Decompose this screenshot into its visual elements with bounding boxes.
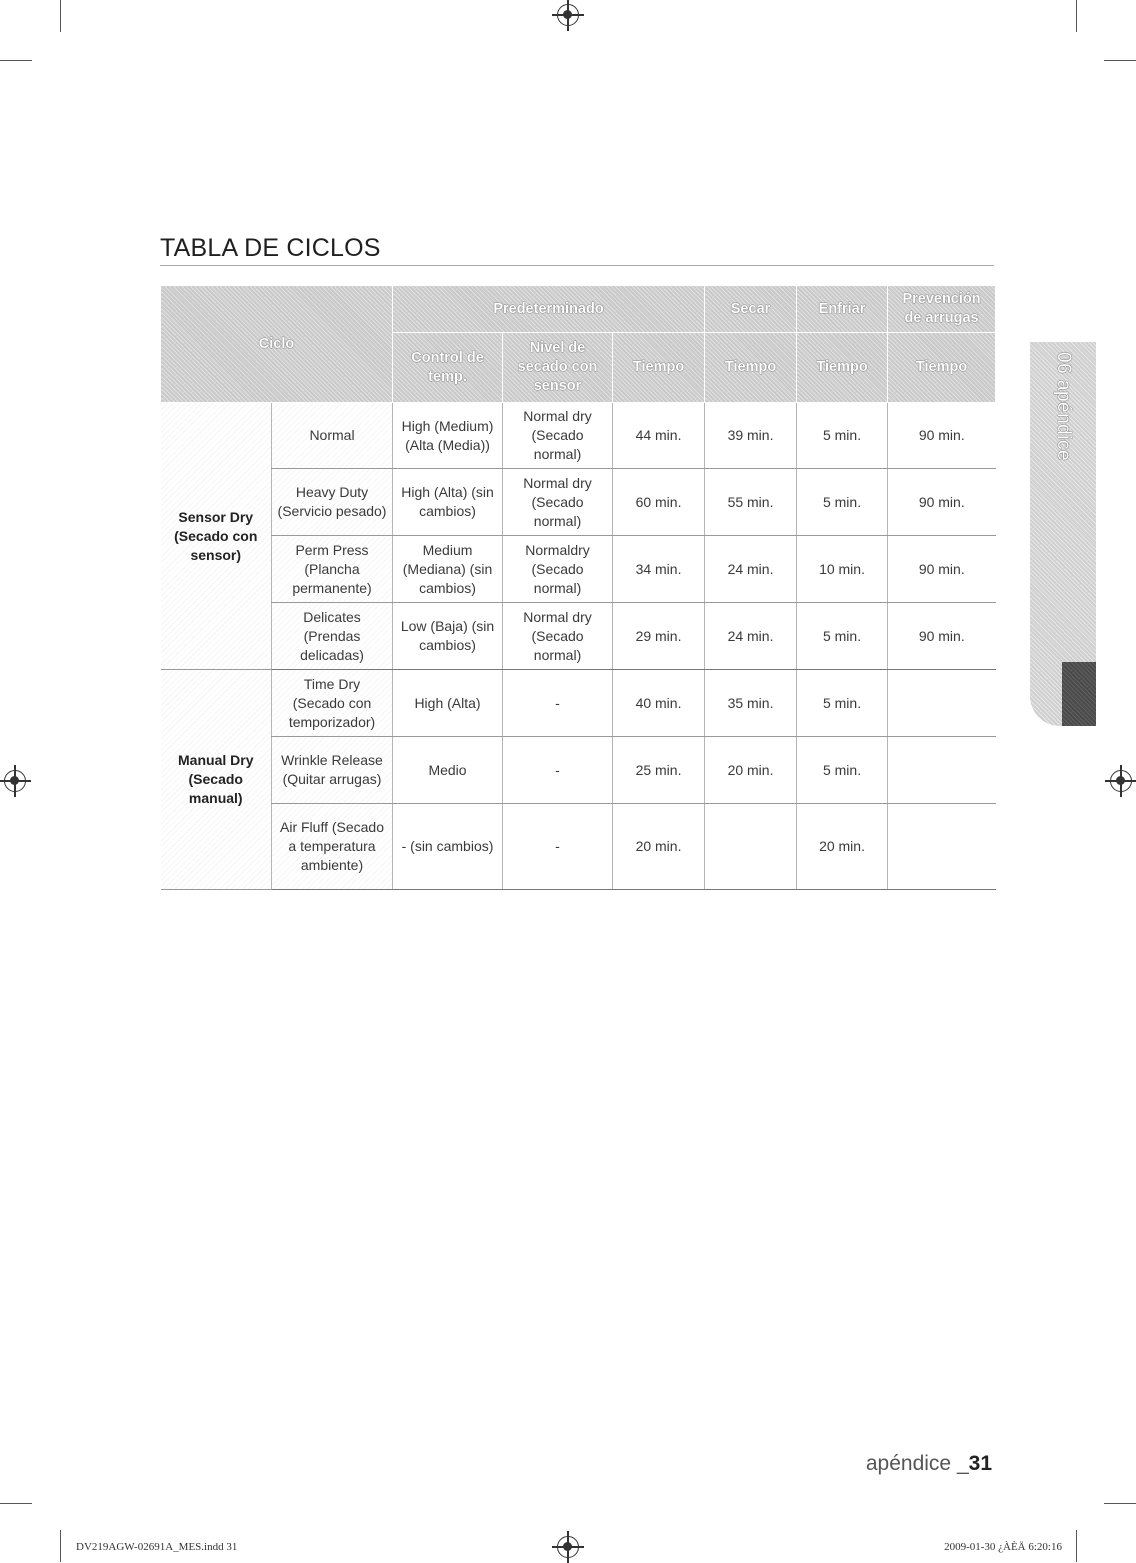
cell-enfriar: 5 min. bbox=[797, 737, 888, 804]
crop-mark bbox=[1104, 1503, 1136, 1504]
cycle-name: Wrinkle Release (Quitar arrugas) bbox=[272, 737, 393, 804]
cell-secar: 24 min. bbox=[705, 536, 797, 603]
section-tab-label: 06 apéndice bbox=[1053, 352, 1074, 462]
header-tiempo-secar: Tiempo bbox=[705, 333, 797, 403]
cell-secar: 20 min. bbox=[705, 737, 797, 804]
header-secar: Secar bbox=[705, 286, 797, 333]
header-ciclo: Ciclo bbox=[161, 286, 393, 403]
header-prevencion: Prevención de arrugas bbox=[888, 286, 996, 333]
cell-temp: Medium (Mediana) (sin cambios) bbox=[393, 536, 503, 603]
table-row bbox=[161, 403, 996, 469]
footer-section: apéndice _ bbox=[865, 1452, 969, 1475]
cycle-name: Air Fluff (Secado a temperatura ambiente) bbox=[272, 804, 393, 890]
crop-mark bbox=[0, 1503, 32, 1504]
header-enfriar: Enfriar bbox=[797, 286, 888, 333]
cycle-table bbox=[160, 285, 996, 890]
cell-prevencion: 90 min. bbox=[888, 469, 996, 536]
cell-sensor: Normaldry (Secado normal) bbox=[503, 536, 613, 603]
cell-sensor: Normal dry (Secado normal) bbox=[503, 469, 613, 536]
page-number: 31 bbox=[968, 1452, 992, 1475]
cell-prevencion bbox=[888, 804, 996, 890]
registration-mark-icon bbox=[4, 770, 26, 792]
crop-mark bbox=[0, 60, 32, 61]
crop-mark bbox=[1076, 0, 1077, 32]
cell-secar: 35 min. bbox=[705, 670, 797, 737]
cell-secar: 24 min. bbox=[705, 603, 797, 670]
cycle-name: Perm Press (Plancha permanente) bbox=[272, 536, 393, 603]
table-row bbox=[161, 603, 996, 670]
cell-tiempo: 60 min. bbox=[613, 469, 705, 536]
cell-enfriar: 5 min. bbox=[797, 603, 888, 670]
header-tiempo-enfriar: Tiempo bbox=[797, 333, 888, 403]
cell-tiempo: 25 min. bbox=[613, 737, 705, 804]
cell-sensor: Normal dry (Secado normal) bbox=[503, 603, 613, 670]
header-nivel-secado: Nivel de secado con sensor bbox=[503, 333, 613, 403]
cell-sensor: - bbox=[503, 804, 613, 890]
cell-temp: High (Alta) bbox=[393, 670, 503, 737]
table-row bbox=[161, 737, 996, 804]
cell-enfriar: 5 min. bbox=[797, 670, 888, 737]
cell-temp: - (sin cambios) bbox=[393, 804, 503, 890]
cycle-name: Delicates (Prendas delicadas) bbox=[272, 603, 393, 670]
print-date-info: 2009-01-30 ¿ÀÈÄ 6:20:16 bbox=[944, 1541, 1062, 1553]
section-tab bbox=[1030, 342, 1096, 726]
cell-tiempo: 34 min. bbox=[613, 536, 705, 603]
cell-temp: Low (Baja) (sin cambios) bbox=[393, 603, 503, 670]
crop-mark bbox=[1104, 60, 1136, 61]
cell-prevencion: 90 min. bbox=[888, 403, 996, 469]
cycle-name: Heavy Duty (Servicio pesado) bbox=[272, 469, 393, 536]
page-footer bbox=[866, 1452, 992, 1476]
print-file-info: DV219AGW-02691A_MES.indd 31 bbox=[76, 1541, 238, 1553]
cell-temp: High (Alta) (sin cambios) bbox=[393, 469, 503, 536]
cell-sensor: - bbox=[503, 670, 613, 737]
crop-mark bbox=[60, 1530, 61, 1562]
group-label: Sensor Dry (Secado con sensor) bbox=[161, 403, 272, 670]
cell-tiempo: 20 min. bbox=[613, 804, 705, 890]
crop-mark bbox=[1076, 1530, 1077, 1562]
cell-prevencion bbox=[888, 670, 996, 737]
header-control-temp: Control de temp. bbox=[393, 333, 503, 403]
table-row bbox=[161, 536, 996, 603]
cell-secar: 55 min. bbox=[705, 469, 797, 536]
cell-enfriar: 10 min. bbox=[797, 536, 888, 603]
cell-prevencion: 90 min. bbox=[888, 536, 996, 603]
page-title: TABLA DE CICLOS bbox=[160, 234, 381, 262]
title-divider bbox=[160, 265, 994, 266]
table-row bbox=[161, 469, 996, 536]
cell-temp: High (Medium) (Alta (Media)) bbox=[393, 403, 503, 469]
header-tiempo: Tiempo bbox=[613, 333, 705, 403]
section-tab-marker bbox=[1062, 662, 1096, 726]
cell-prevencion bbox=[888, 737, 996, 804]
cell-secar: 39 min. bbox=[705, 403, 797, 469]
table-row bbox=[161, 670, 996, 737]
header-predeterminado: Predeterminado bbox=[393, 286, 705, 333]
cell-tiempo: 40 min. bbox=[613, 670, 705, 737]
cell-enfriar: 20 min. bbox=[797, 804, 888, 890]
cell-prevencion: 90 min. bbox=[888, 603, 996, 670]
cell-tiempo: 44 min. bbox=[613, 403, 705, 469]
cell-enfriar: 5 min. bbox=[797, 403, 888, 469]
cycle-name: Time Dry (Secado con temporizador) bbox=[272, 670, 393, 737]
cell-enfriar: 5 min. bbox=[797, 469, 888, 536]
header-tiempo-prevencion: Tiempo bbox=[888, 333, 996, 403]
registration-mark-icon bbox=[557, 1536, 579, 1558]
cell-temp: Medio bbox=[393, 737, 503, 804]
cell-sensor: Normal dry (Secado normal) bbox=[503, 403, 613, 469]
registration-mark-icon bbox=[1110, 770, 1132, 792]
cell-tiempo: 29 min. bbox=[613, 603, 705, 670]
cycle-name: Normal bbox=[272, 403, 393, 469]
table-row bbox=[161, 804, 996, 890]
cell-secar bbox=[705, 804, 797, 890]
crop-mark bbox=[60, 0, 61, 32]
cell-sensor: - bbox=[503, 737, 613, 804]
registration-mark-icon bbox=[557, 4, 579, 26]
group-label: Manual Dry (Secado manual) bbox=[161, 670, 272, 890]
